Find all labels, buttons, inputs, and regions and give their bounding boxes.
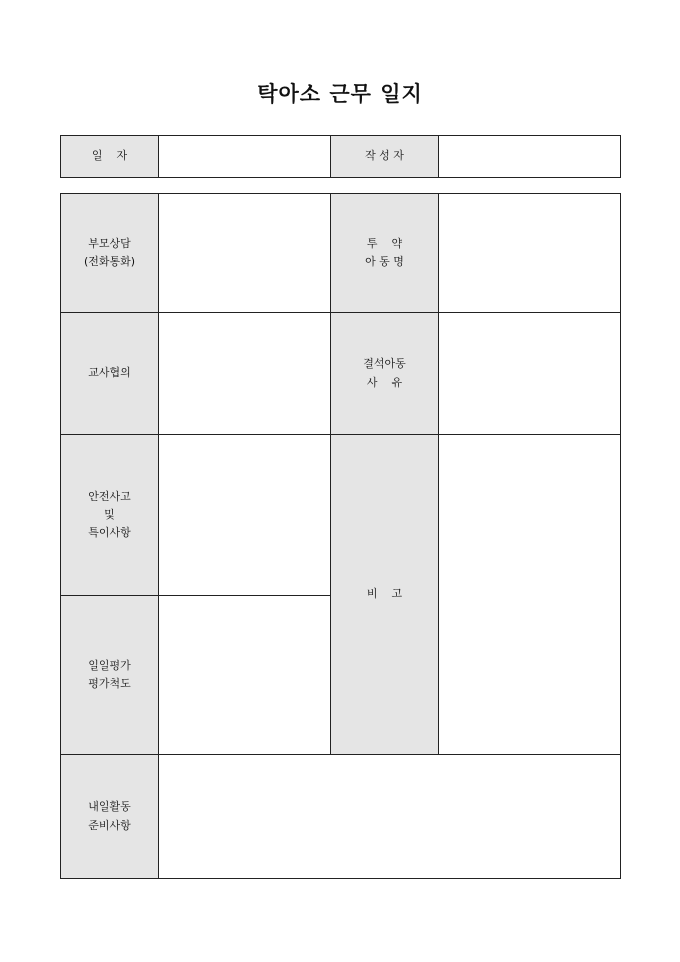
daily-eval-label-cell [61, 596, 159, 755]
absence-label-cell [331, 313, 439, 435]
safety-label: 안전사고 및 특이사항 [88, 489, 131, 540]
author-label-cell [331, 136, 439, 178]
date-label: 일 자 [91, 149, 128, 163]
header-table [60, 135, 621, 178]
log-form-table [60, 193, 621, 879]
author-field[interactable] [439, 136, 621, 178]
tomorrow-prep-label-cell [61, 755, 159, 879]
date-field[interactable] [159, 136, 331, 178]
medicine-label-cell [331, 194, 439, 313]
parent-consult-field[interactable] [159, 194, 331, 313]
teacher-meeting-label-cell [61, 313, 159, 435]
tomorrow-prep-field[interactable] [159, 755, 621, 879]
teacher-meeting-label: 교사협의 [88, 366, 131, 380]
remarks-label: 비 고 [366, 587, 403, 601]
safety-label-cell [61, 435, 159, 596]
author-label: 작 성 자 [365, 149, 404, 163]
absence-field[interactable] [439, 313, 621, 435]
remarks-label-cell [331, 435, 439, 755]
teacher-meeting-field[interactable] [159, 313, 331, 435]
parent-consult-label-cell [61, 194, 159, 313]
daily-eval-field[interactable] [159, 596, 331, 755]
tomorrow-prep-label: 내일활동 준비사항 [88, 800, 131, 832]
daily-eval-label: 일일평가 평가척도 [88, 658, 131, 690]
date-label-cell [61, 136, 159, 178]
absence-label: 결석아동 사 유 [363, 357, 406, 389]
safety-field[interactable] [159, 435, 331, 596]
remarks-field[interactable] [439, 435, 621, 755]
medicine-field[interactable] [439, 194, 621, 313]
medicine-label: 투 약 아 동 명 [365, 236, 404, 268]
document-title: 탁아소 근무 일지 [257, 81, 423, 106]
parent-consult-label: 부모상담 (전화통화) [83, 236, 136, 268]
